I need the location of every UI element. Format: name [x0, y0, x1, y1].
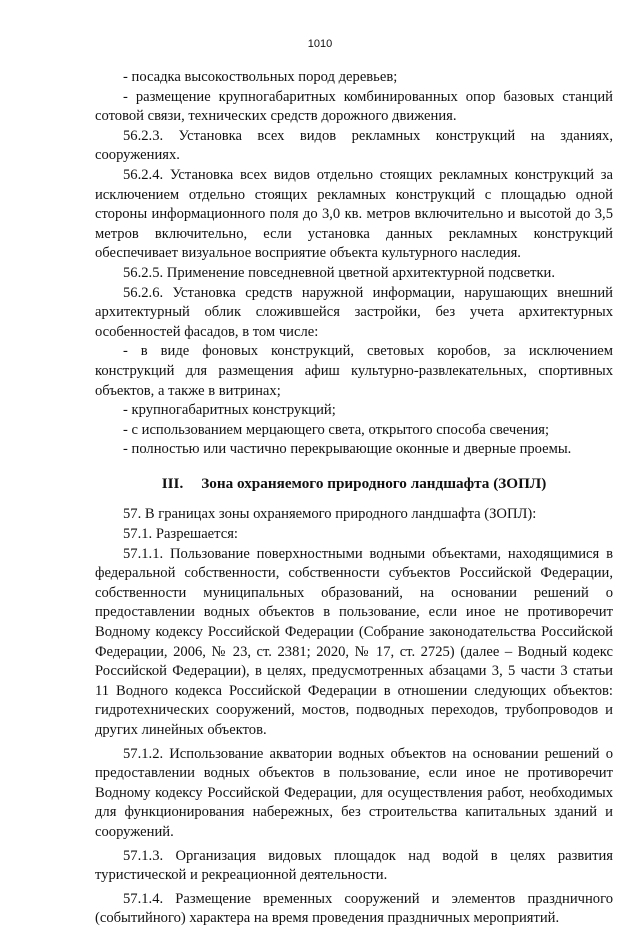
- paragraph: 56.2.6. Установка средств наружной информации, нарушающих внешний архитектурный облик сложившейся застройки, без учета архитектурных особенностей фасадов, в том числе:: [95, 284, 613, 340]
- document-body: [95, 68, 613, 929]
- paragraph: - в виде фоновых конструкций, световых коробов, за исключением конструкций для размещения афиш культурно-развлекательных, спортивных объектов, а также в витринах;: [95, 343, 613, 399]
- section-number: III.: [161, 474, 184, 492]
- paragraph: 57.1.3. Организация видовых площадок над водой в целях развития туристической и рекреационной деятельности.: [95, 847, 613, 884]
- paragraph: 57. В границах зоны охраняемого природного ландшафта (ЗОПЛ):: [123, 506, 537, 523]
- section-heading: [95, 474, 613, 494]
- section-title: Зона охраняемого природного ландшафта (ЗОПЛ): [201, 474, 547, 492]
- paragraph: 57.1.2. Использование акватории водных объектов на основании решений о предоставлении водных объектов в пользование, если иное не противоречит Водному кодексу Российской Федерации, для осуществления работ, необходимых для функционирования набережных, без строительства капитальных зданий и сооружений.: [95, 745, 613, 840]
- paragraph: - полностью или частично перекрывающие оконные и дверные проемы.: [123, 441, 572, 458]
- paragraph: 56.2.5. Применение повседневной цветной архитектурной подсветки.: [123, 264, 556, 281]
- paragraph: 57.1. Разрешается:: [123, 526, 238, 543]
- paragraph: 56.2.4. Установка всех видов отдельно стоящих рекламных конструкций за исключением отдельно стоящих рекламных конструкций с площадью одной стороны информационного поля до 3,0 кв. метров включительно и высотой до 3,5 метров включительно, если установка данных рекламных конструкций обеспечивает визуальное восприятие объекта культурного наследия.: [95, 166, 613, 262]
- paragraph: 56.2.3. Установка всех видов рекламных конструкций на зданиях, сооружениях.: [95, 127, 613, 164]
- page-number: 1010: [307, 38, 333, 50]
- paragraph: 57.1.1. Пользование поверхностными водными объектами, находящимися в федеральной собственности, собственности субъектов Российской Федерации, собственности муниципальных образований, на основании решений о предоставлении водных объектов в пользование, если иное не противоречит Водному кодексу Российской Федерации (Собрание законодательства Российской Федерации, 2006, № 23, ст. 2381; 2020, № 17, ст. 2725) (далее – Водный кодекс Российской Федерации), в целях, предусмотренных абзацами 3, 5 части 3 статьи 11 Водного кодекса Российской Федерации в отношении следующих объектов: гидротехнических сооружений, мостов, подводных переходов, трубопроводов и других линейных объектов.: [95, 545, 613, 738]
- paragraph: - размещение крупногабаритных комбинированных опор базовых станций сотовой связи, технических средств дорожного движения.: [95, 88, 613, 125]
- paragraph: - с использованием мерцающего света, открытого способа свечения;: [123, 421, 550, 438]
- paragraph: - посадка высокоствольных пород деревьев;: [123, 69, 398, 85]
- paragraph: 57.1.4. Размещение временных сооружений и элементов праздничного (событийного) характера на время проведения праздничных мероприятий.: [95, 890, 613, 927]
- paragraph: - крупногабаритных конструкций;: [123, 402, 336, 419]
